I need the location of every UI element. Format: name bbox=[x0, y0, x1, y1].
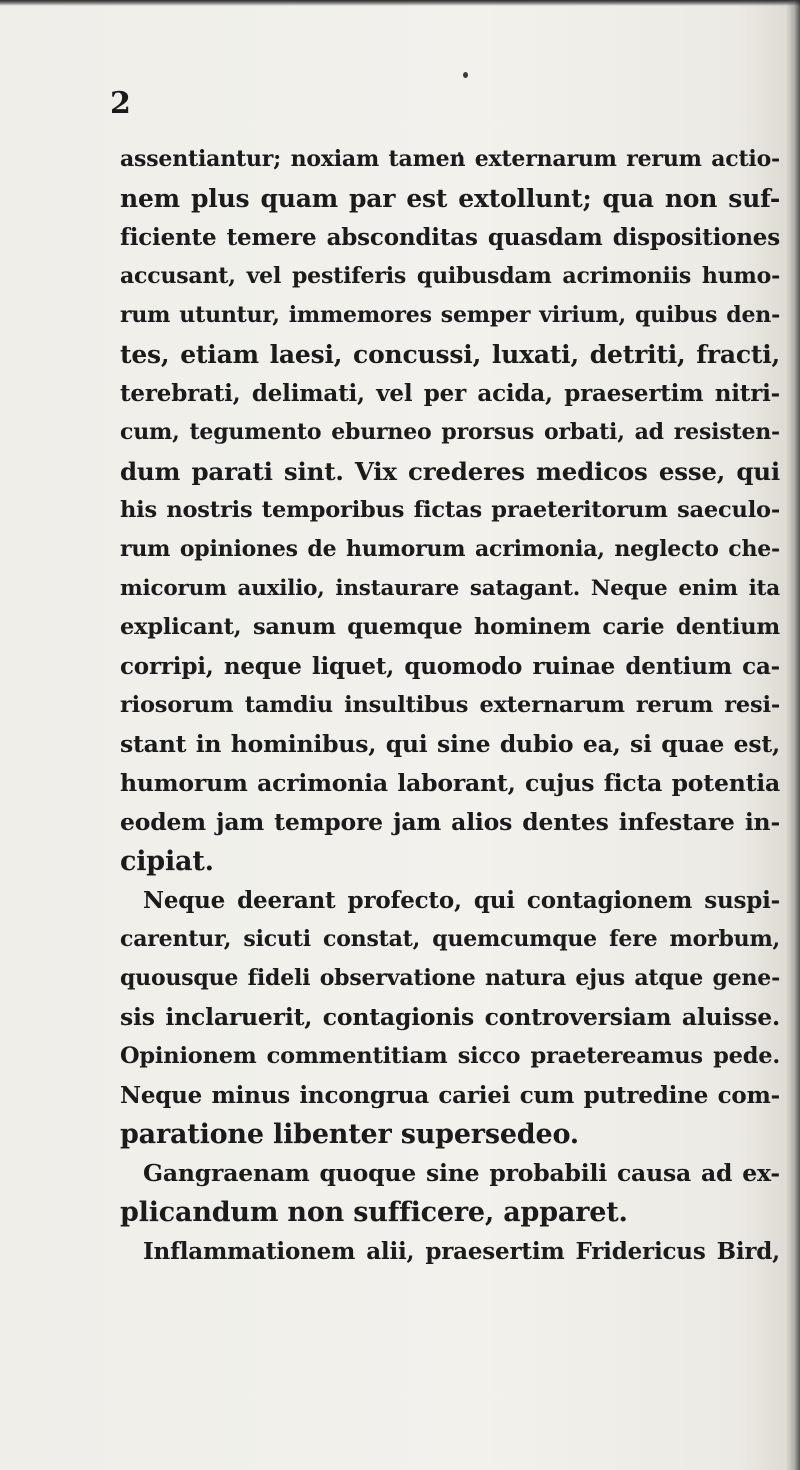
text-line: Gangraenam quoque sine probabili causa ad ex- bbox=[143, 1159, 780, 1187]
page-number: 2 bbox=[110, 86, 131, 121]
text-line: tes, etiam laesi, concussi, luxati, detriti, fracti, bbox=[120, 340, 780, 369]
text-line: Neque deerant profecto, qui contagionem suspi- bbox=[143, 887, 780, 914]
page-top-edge bbox=[0, 0, 800, 6]
text-line: carentur, sicuti constat, quemcumque fere morbum, bbox=[120, 926, 780, 952]
text-line: his nostris temporibus fictas praeteritorum saeculo- bbox=[120, 497, 780, 523]
text-line: accusant, vel pestiferis quibusdam acrimoniis humo- bbox=[120, 263, 780, 289]
text-line: paratione libenter supersedeo. bbox=[120, 1119, 579, 1150]
text-line: riosorum tamdiu insultibus externarum rerum resi- bbox=[120, 692, 780, 718]
text-line: micorum auxilio, instaurare satagant. Neque enim ita bbox=[120, 576, 780, 601]
text-line: stant in hominibus, qui sine dubio ea, si quae est, bbox=[120, 730, 780, 758]
text-line: corripi, neque liquet, quomodo ruinae dentium ca- bbox=[120, 653, 780, 680]
text-line: dum parati sint. Vix crederes medicos esse, qui bbox=[120, 457, 780, 486]
text-line: rum opiniones de humorum acrimonia, neglecto che- bbox=[120, 536, 780, 562]
text-line: Neque minus incongrua cariei cum putredine com- bbox=[120, 1082, 780, 1109]
text-line: Opinionem commentitiam sicco praetereamus pede. bbox=[120, 1043, 780, 1069]
ink-speck bbox=[463, 72, 468, 78]
text-line: humorum acrimonia laborant, cujus ficta potentia bbox=[120, 769, 780, 797]
text-line: cum, tegumento eburneo prorsus orbati, ad resisten- bbox=[120, 419, 780, 445]
text-line: ficiente temere absconditas quasdam dispositiones bbox=[120, 224, 780, 251]
text-line: nem plus quam par est extollunt; qua non suf- bbox=[120, 184, 780, 213]
text-line: plicandum non sufficere, apparet. bbox=[120, 1197, 628, 1228]
text-line: assentiantur; noxiam tamen externarum rerum actio- bbox=[120, 146, 780, 172]
text-line: explicant, sanum quemque hominem carie dentium bbox=[120, 614, 780, 640]
text-line: sis inclaruerit, contagionis controversiam aluisse. bbox=[120, 1003, 780, 1031]
page-right-edge-shadow bbox=[786, 0, 800, 1470]
text-line: eodem jam tempore jam alios dentes infestare in- bbox=[120, 808, 780, 836]
text-line: terebrati, delimati, vel per acida, praesertim nitri- bbox=[120, 380, 780, 407]
text-line: Inflammationem alii, praesertim Fridericus Bird, bbox=[143, 1238, 780, 1265]
text-line: rum utuntur, immemores semper virium, quibus den- bbox=[120, 302, 780, 328]
body-text bbox=[120, 140, 780, 1271]
text-line: cipiat. bbox=[120, 846, 214, 877]
text-line: quousque fideli observatione natura ejus atque gene- bbox=[120, 965, 780, 991]
